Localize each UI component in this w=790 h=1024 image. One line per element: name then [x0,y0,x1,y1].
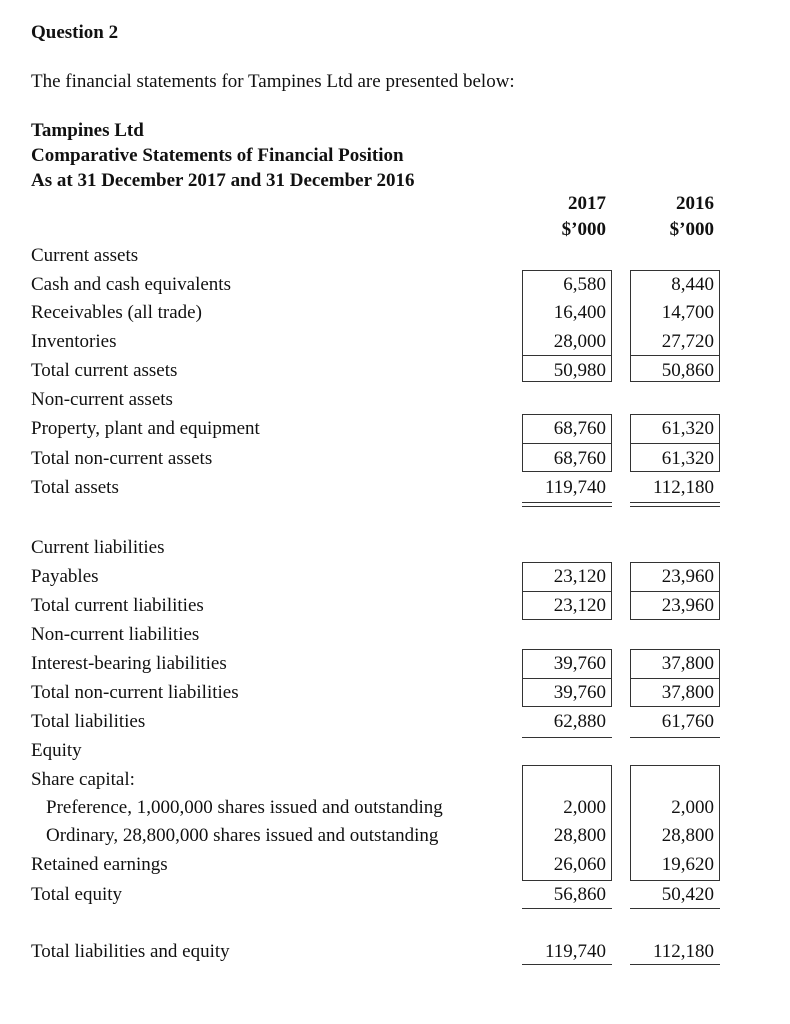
value-2016: 61,320 [661,448,714,469]
column-year-2017: 2017 [568,193,606,214]
row-label: Total liabilities [31,711,146,732]
value-2016: 8,440 [671,274,714,295]
value-2017: 50,980 [553,360,606,381]
value-2017: 39,760 [553,653,606,674]
company-name: Tampines Ltd [31,120,144,141]
value-2016: 50,860 [661,360,714,381]
value-2016: 27,720 [661,331,714,352]
rule [522,908,612,909]
row-label: Property, plant and equipment [31,418,260,439]
rule [630,908,720,909]
row-label: Total equity [31,884,123,905]
statement-date: As at 31 December 2017 and 31 December 2016 [31,170,415,191]
value-2017: 56,860 [553,884,606,905]
column-unit-2017: $’000 [561,219,606,240]
rule [630,355,720,356]
value-2016: 28,800 [661,825,714,846]
rule [522,737,612,738]
question-title: Question 2 [31,22,119,43]
row-label: Current liabilities [31,537,165,558]
value-2016: 37,800 [661,653,714,674]
row-label: Total current liabilities [31,595,204,616]
row-label: Preference, 1,000,000 shares issued and outstanding [46,797,443,818]
value-2016: 112,180 [652,477,714,498]
row-label: Equity [31,740,82,761]
rule [522,355,612,356]
row-label: Receivables (all trade) [31,302,202,323]
column-year-2016: 2016 [676,193,714,214]
row-label: Total non-current assets [31,448,213,469]
value-2017: 16,400 [553,302,606,323]
value-2016: 37,800 [661,682,714,703]
row-label: Total liabilities and equity [31,941,230,962]
value-2016: 112,180 [652,941,714,962]
row-label: Total non-current liabilities [31,682,239,703]
value-2016: 19,620 [661,854,714,875]
value-2017: 68,760 [553,418,606,439]
column-unit-2016: $’000 [669,219,714,240]
rule [630,678,720,679]
double-underline [522,502,612,507]
rule [522,591,612,592]
row-label: Inventories [31,331,117,352]
rule [630,737,720,738]
rule [522,964,612,965]
row-label: Current assets [31,245,139,266]
row-label: Ordinary, 28,800,000 shares issued and outstanding [46,825,439,846]
intro-text: The financial statements for Tampines Ltd are presented below: [31,71,515,92]
value-2016: 23,960 [661,595,714,616]
value-2016: 50,420 [661,884,714,905]
value-2017: 26,060 [553,854,606,875]
rule [522,678,612,679]
value-2017: 119,740 [544,477,606,498]
row-label: Total current assets [31,360,178,381]
row-label: Retained earnings [31,854,168,875]
row-label: Interest-bearing liabilities [31,653,227,674]
double-underline [630,502,720,507]
rule [630,964,720,965]
value-2017: 28,800 [553,825,606,846]
row-label: Non-current liabilities [31,624,200,645]
row-label: Total assets [31,477,119,498]
value-2017: 6,580 [563,274,606,295]
value-2016: 14,700 [661,302,714,323]
value-2017: 119,740 [544,941,606,962]
row-label: Cash and cash equivalents [31,274,231,295]
rule [630,443,720,444]
rule [522,443,612,444]
value-2017: 23,120 [553,595,606,616]
rule [630,591,720,592]
value-2016: 61,320 [661,418,714,439]
statement-title: Comparative Statements of Financial Position [31,145,404,166]
value-2016: 23,960 [661,566,714,587]
value-2017: 62,880 [553,711,606,732]
value-2016: 2,000 [671,797,714,818]
row-label: Payables [31,566,99,587]
row-label: Share capital: [31,769,135,790]
value-2017: 2,000 [563,797,606,818]
value-2017: 39,760 [553,682,606,703]
row-label: Non-current assets [31,389,173,410]
value-2016: 61,760 [661,711,714,732]
value-2017: 23,120 [553,566,606,587]
value-2017: 68,760 [553,448,606,469]
value-2017: 28,000 [553,331,606,352]
